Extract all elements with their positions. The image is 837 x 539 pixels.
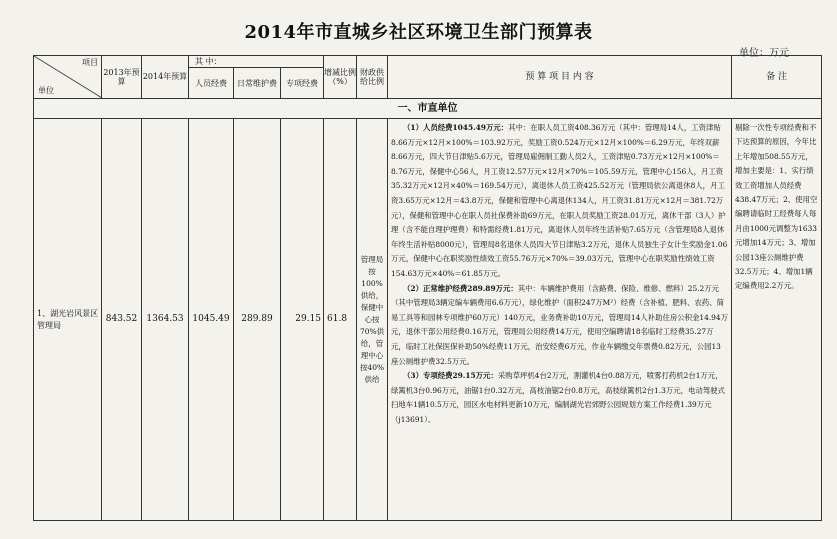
header-finance: 财政供给比例 (357, 56, 388, 99)
content-paragraph-special (391, 369, 728, 427)
header-item: 项目 (82, 58, 98, 67)
content-heading-special: （3）专项经费29.15万元： (403, 371, 498, 381)
header-note: 备 注 (732, 56, 822, 99)
value-2014-cell: 1364.53 (142, 119, 189, 521)
value-change-cell: 61.8 (324, 119, 357, 521)
header-2014: 2014年预算 (142, 56, 189, 99)
header-change: 增减比例（%） (324, 56, 357, 99)
header-2013: 2013年预算 (102, 56, 142, 99)
content-heading-maintenance: （2）正常维护经费289.89万元： (403, 283, 518, 293)
content-heading-personnel: （1）人员经费1045.49万元： (403, 123, 509, 132)
note-cell: 剔除一次性专项经费和不下达预算的原因，今年比上年增加508.55万元，增加主要是：1、实行绩效工资增加人员经费438.47万元；2、使用空编聘请临时工经费每人每月由1000元调整为1633元增加14万元；3、增加公园13座公厕维护费32.5万元；4、增加1辆定编费用2.2万元。 (732, 119, 822, 521)
budget-content-cell (388, 119, 732, 521)
value-2013-cell: 843.52 (102, 119, 142, 521)
content-paragraph-personnel (391, 121, 728, 282)
unit-name-cell: 1、湖光岩风景区管理局 (34, 119, 102, 521)
value-personnel-cell: 1045.49 (189, 119, 234, 521)
value-daily-cell: 289.89 (234, 119, 281, 521)
page-title: 2014年市直城乡社区环境卫生部门预算表 (244, 22, 593, 43)
finance-ratio-cell: 管理局按100%供给，保健中心按70%供给，管理中心按40%供给 (357, 119, 388, 521)
header-unit: 单位 (38, 85, 54, 95)
header-row-1 (34, 56, 822, 68)
header-item-unit-cell (34, 56, 102, 99)
header-of-which: 其 中： (189, 56, 324, 68)
value-special-cell: 29.15 (281, 119, 324, 521)
header-daily: 日常维护费 (234, 68, 281, 99)
header-personnel: 人员经费 (189, 68, 234, 99)
content-text-personnel: 其中：在职人员工资408.36万元（其中：管理局14人，工资津贴8.66万元×12月×100%＝103.92万元，奖励工资0.524万元×12月×100%＝6.29万元，年终双薪8.66万元，四大节日津贴5.6万元，管理局雇佣制工勤人员2人，工资津贴0.73万元×12月×100%＝8.76万元，保健中心56人，月工资12.57万元×12月×70%＝105.59万元，管理中心156人，月工资35.32万元×12月×40%＝169.54万元），离退休人员工资425.52万元（管理局依公离退休8人，月工资3.65万元×12月＝43.8万元，保健和管理中心离退休134人，月工资31.81万元×12月＝381.72万元），保健和管理中心在职人员社保费补助69万元，在职人员奖励工资28.01万元，离休干部（3人）护理（含不能自理护理费）和特需经费1.81万元，离退休人员年终生活补贴7.65万元（含管理局8人退休年终生活补贴8000元），管理局8名退休人员四大节日津贴3.2万元，退休人员独生子女计生奖励金1.06万元，保健中心在职奖励性绩效工资55.76万元×70%＝39.03万元，管理中心在职奖励性绩效工资154.63万元×40%＝61.85万元。 (391, 123, 728, 278)
content-paragraph-maintenance (391, 282, 728, 370)
unit-label: 单位：万元 (739, 48, 789, 59)
header-content: 预 算 项 目 内 容 (388, 56, 732, 99)
section-row (34, 99, 822, 119)
header-special: 专项经费 (281, 68, 324, 99)
table-row (34, 119, 822, 521)
budget-table (33, 55, 822, 521)
content-text-maintenance: 其中：车辆维护费用（含路费、保险、维修、燃料）25.2万元（其中管理局3辆定编车辆费用6.6万元），绿化维护（面积247万M²）经费（含补植、肥料、农药、简易工具等和园林专项维护60万元）140万元，业务费补助10万元，管理局14人补助住房公积金14.94万元，退休干部公用经费0.16万元，管理局公用经费14万元，使用空编聘请18名临时工经费35.27万元，临时工社保医保补助50%经费11万元，治安经费6万元，作业车辆缴交年票费0.82万元，公园13座公厕维护费32.5万元。 (391, 283, 728, 366)
content-text-special: 采购草坪机4台2万元，割灌机4台0.88万元，喷雾打药机2台1万元，绿篱机3台0.96万元，油锯1台0.32万元，高枝油锯2台0.8万元，高枝绿篱机2台1.3万元，电动驾驶式扫地车1辆10.5万元，园区水电材料更新10万元，编制湖光岩郊野公园规划方案工作经费1.39万元（j13691）。 (391, 371, 725, 424)
section-title: 一、市直单位 (34, 99, 822, 119)
